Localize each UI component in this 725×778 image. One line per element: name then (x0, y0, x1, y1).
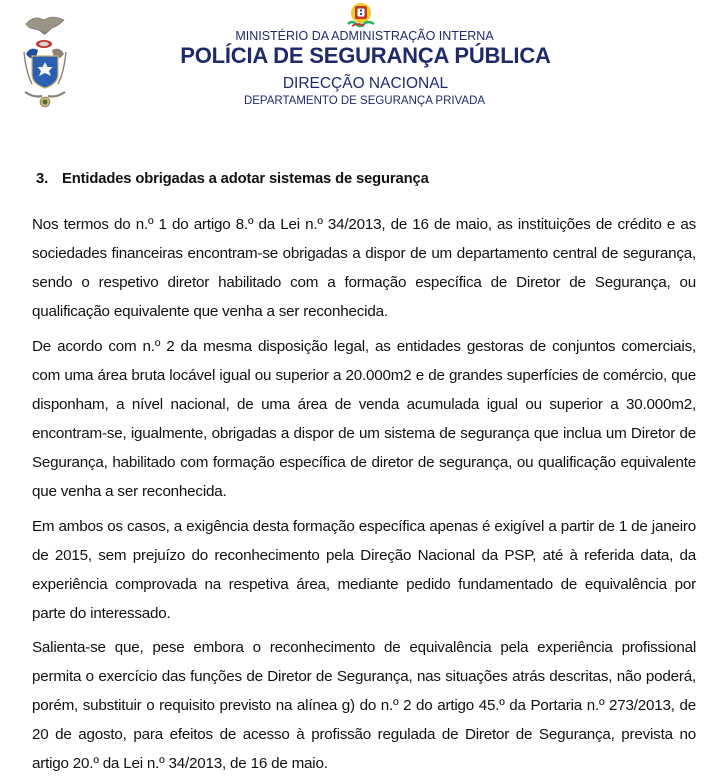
paragraph: Salienta-se que, pese embora o reconhecimento de equivalência pela experiência profissional permita o exercício das funções de Diretor de Segurança, nas situações atrás descritas, não poderá, porém, substituir o requisito previsto na alínea g) do n.º 2 do artigo 45.º da Portaria n.º 273/2013, de 20 de agosto, para efeitos de acesso à profissão regulada de Diretor de Segurança, prevista no artigo 20.º da Lei n.º 34/2013, de 16 de maio. (32, 639, 696, 772)
organization-name: POLÍCIA DE SEGURANÇA PÚBLICA (180, 43, 551, 68)
section-heading (36, 171, 429, 187)
paragraph: Em ambos os casos, a exigência desta formação específica apenas é exigível a partir de 1 de janeiro de 2015, sem prejuízo do reconhecimento pela Direção Nacional da PSP, até à referida data, da experiência comprovada na respetiva área, mediante pedido fundamentado de equivalência por parte do interessado. (32, 518, 696, 622)
department-name: DEPARTAMENTO DE SEGURANÇA PRIVADA (243, 95, 486, 107)
ministry-name: MINISTÉRIO DA ADMINISTRAÇÃO INTERNA (235, 29, 494, 43)
portuguese-coat-of-arms-icon (344, 2, 378, 29)
section-title: Entidades obrigadas a adotar sistemas de segurança (62, 171, 429, 187)
paragraph: De acordo com n.º 2 da mesma disposição legal, as entidades gestoras de conjuntos comerciais, com uma área bruta locável igual ou superior a 20.000m2 e de grandes superfícies de comércio, que disponham, a nível nacional, de uma área de venda acumulada igual ou superior a 30.000m2, encontram-se, igualmente, obrigadas a dispor de um sistema de segurança que inclua um Diretor de Segurança, habilitado com formação específica de diretor de segurança, ou qualificação equivalente que venha a ser reconhecida. (32, 338, 696, 500)
directorate-name: DIRECÇÃO NACIONAL (282, 75, 449, 92)
paragraph: Nos termos do n.º 1 do artigo 8.º da Lei n.º 34/2013, de 16 de maio, as instituições de crédito e as sociedades financeiras encontram-se obrigadas a dispor de um departamento central de segurança, sendo o respetivo diretor habilitado com a formação específica de Diretor de Segurança, ou qualificação equivalente que venha a ser reconhecida. (32, 216, 696, 320)
document-header (0, 0, 725, 120)
section-number: 3. (36, 171, 49, 187)
